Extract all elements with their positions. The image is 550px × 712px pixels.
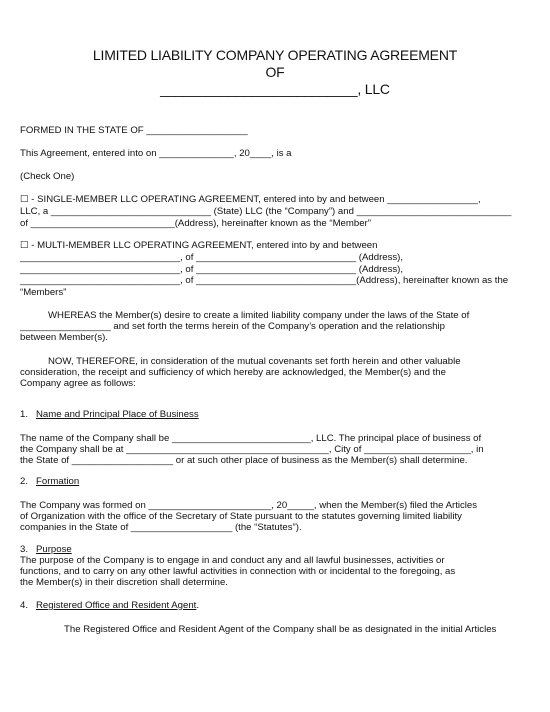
now-therefore-line: Company agree as follows: bbox=[20, 378, 136, 389]
multi-member-line: ______________________________, of ______________________________ (Address), bbox=[20, 264, 404, 275]
section-title: Formation bbox=[36, 476, 80, 487]
section-1-text: the State of ___________________ or at such other place of business as the Member(s) shall determine. bbox=[20, 455, 468, 466]
multi-member-option: ☐ - MULTI-MEMBER LLC OPERATING AGREEMENT, entered into by and between bbox=[20, 240, 378, 251]
single-member-option: ☐ - SINGLE-MEMBER LLC OPERATING AGREEMENT, entered into by and between _________________, bbox=[20, 194, 481, 205]
section-2-heading bbox=[20, 476, 79, 487]
section-2-text: of Organization with the office of the Secretary of State pursuant to the statutes governing limited liability bbox=[20, 511, 462, 522]
document-title-of: OF bbox=[265, 64, 285, 80]
now-therefore-line: consideration, the receipt and sufficiency of which hereby are acknowledged, the Member(s) and the bbox=[20, 367, 446, 378]
section-1-text: The name of the Company shall be __________________________, LLC. The principal place of business of bbox=[20, 433, 482, 444]
section-title: Purpose bbox=[36, 544, 72, 555]
section-3-text: The purpose of the Company is to engage in and conduct any and all lawful businesses, activities or bbox=[20, 555, 445, 566]
now-therefore-paragraph: NOW, THEREFORE, in consideration of the mutual covenants set forth herein and other valuable bbox=[48, 356, 461, 367]
section-number: 1. bbox=[20, 409, 29, 420]
section-title: Name and Principal Place of Business bbox=[36, 409, 199, 420]
section-number: 3. bbox=[20, 544, 29, 555]
section-4-text: The Registered Office and Resident Agent of the Company shall be as designated in the initial Articles bbox=[64, 624, 497, 635]
section-title: Registered Office and Resident Agent bbox=[36, 600, 197, 611]
agreement-date-line: This Agreement, entered into on ______________, 20____, is a bbox=[20, 148, 292, 159]
section-1-heading bbox=[20, 409, 199, 420]
single-member-line: of ___________________________(Address), hereinafter known as the “Member” bbox=[20, 218, 371, 229]
whereas-line: between Member(s). bbox=[20, 332, 108, 343]
company-name-blank: __________________________, LLC bbox=[160, 81, 390, 97]
section-2-text: companies in the State of ___________________ (the “Statutes”). bbox=[20, 522, 302, 533]
formed-state-line: FORMED IN THE STATE OF ___________________ bbox=[20, 125, 248, 136]
section-1-text: the Company shall be at ______________________________________, City of ____________________, in bbox=[20, 444, 484, 455]
section-3-text: the Member(s) in their discretion shall determine. bbox=[20, 577, 228, 588]
document-title: LIMITED LIABILITY COMPANY OPERATING AGREEMENT bbox=[92, 47, 458, 63]
single-member-line: LLC, a ______________________________ (State) LLC (the “Company”) and _____________________________ bbox=[20, 206, 512, 217]
section-3-text: functions, and to carry on any other lawful activities in connection with or incidental to the foregoing, as bbox=[20, 566, 456, 577]
section-4-heading bbox=[20, 600, 199, 611]
whereas-line: _________________ and set forth the terms herein of the Company’s operation and the relationship bbox=[20, 321, 445, 332]
section-2-text: The Company was formed on _______________________, 20_____, when the Member(s) filed the Articles bbox=[20, 500, 478, 511]
section-number: 2. bbox=[20, 476, 29, 487]
section-3-heading bbox=[20, 544, 72, 555]
multi-member-line: “Members” bbox=[20, 287, 67, 298]
section-number: 4. bbox=[20, 600, 29, 611]
check-one-label: (Check One) bbox=[20, 171, 75, 182]
multi-member-line: ______________________________, of ______________________________ (Address), bbox=[20, 252, 404, 263]
section-title-period: . bbox=[196, 600, 200, 611]
multi-member-line: ______________________________, of ______________________________(Address), hereinafter known as the bbox=[20, 275, 509, 286]
whereas-paragraph: WHEREAS the Member(s) desire to create a limited liability company under the laws of the State of bbox=[48, 310, 470, 321]
